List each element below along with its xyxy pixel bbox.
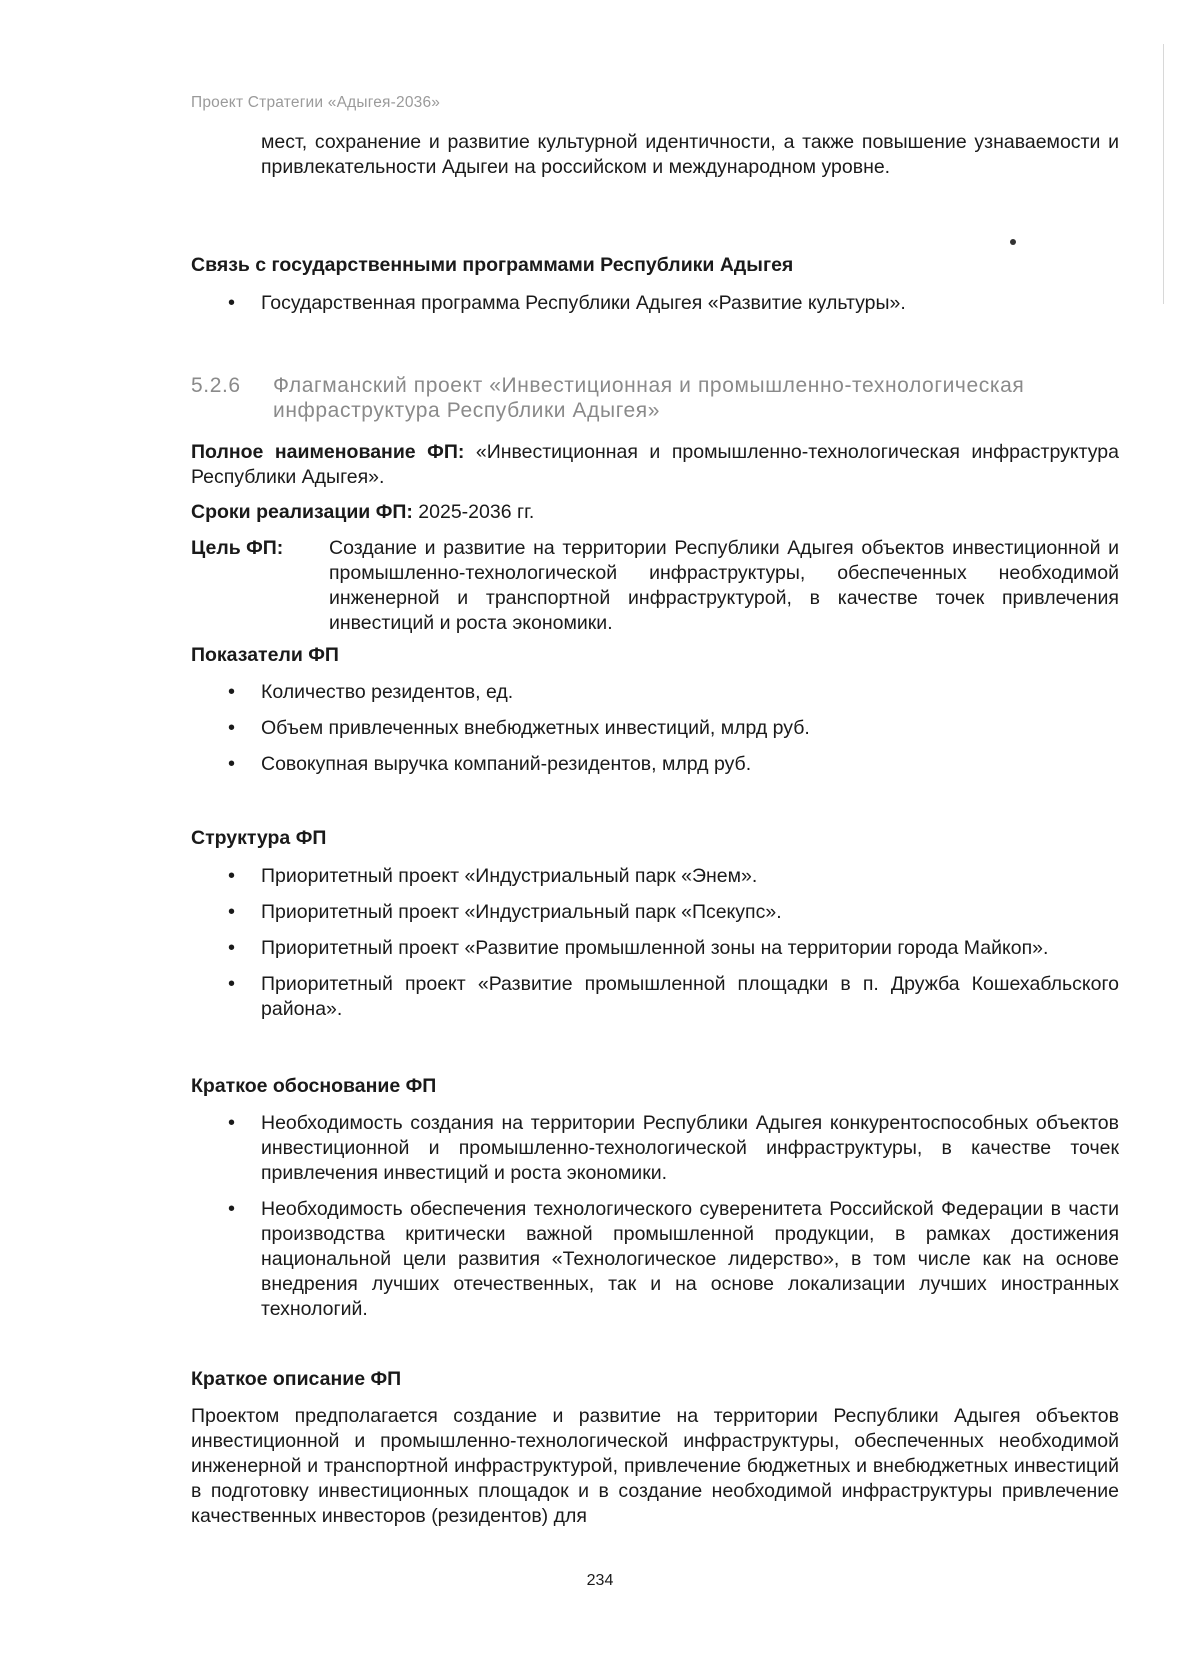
description-heading: Краткое описание ФП [191, 1368, 402, 1390]
list-item: • Приоритетный проект «Развитие промышленной площадки в п. Дружба Кошехабльского района». [228, 973, 1119, 1020]
timeline-value: 2025-2036 гг. [418, 501, 535, 523]
bullet-icon: • [228, 292, 236, 314]
list-item: • Совокупная выручка компаний-резидентов, млрд руб. [228, 753, 752, 775]
goal-text: Создание и развитие на территории Республики Адыгея объектов инвестиционной и промышленно-технологической инфраструктуры, обеспеченных необходимой инженерной и транспортной инфраструктурой, в качестве точек привлечения инвестиций и роста экономики. [329, 537, 1119, 634]
list-item: • Государственная программа Республики Адыгея «Развитие культуры». [228, 292, 906, 314]
list-item: • Необходимость обеспечения технологического суверенитета Российской Федерации в части производства критически важной промышленной продукции, в рамках достижения национальной цели развития «Технологическое лидерство», в том числе как на основе внедрения лучших отечественных, так и на основе локализации лучших иностранных технологий. [228, 1198, 1119, 1320]
timeline [191, 500, 1119, 525]
intro-paragraph: мест, сохранение и развитие культурной идентичности, а также повышение узнаваемости и привлекательности Адыгеи на российском и международном уровне. [261, 131, 1119, 178]
rationale-list [191, 1111, 1119, 1322]
full-name-label: Полное наименование ФП: [191, 441, 465, 463]
scan-margin-line [1163, 44, 1164, 304]
structure-list [191, 864, 1119, 1022]
description-paragraph: Проектом предполагается создание и развитие на территории Республики Адыгея объектов инвестиционной и промышленно-технологической инфраструктуры, обеспеченных необходимой инженерной и транспортной инфраструктурой, привлечение бюджетных и внебюджетных инвестиций в подготовку инвестиционных площадок и в создание необходимой инфраструктуры привлечение качественных инвесторов (резидентов) для [191, 1405, 1119, 1527]
bullet-icon: • [228, 1198, 236, 1220]
full-name-value: «Инвестиционная и промышленно-технологическая инфраструктура Республики Адыгея». [191, 441, 1119, 488]
rationale-heading: Краткое обоснование ФП [191, 1075, 437, 1097]
state-programs-heading: Связь с государственными программами Республики Адыгея [191, 254, 794, 276]
section-title-text: Флагманский проект «Инвестиционная и промышленно-технологическая инфраструктура Республики Адыгея» [273, 374, 1025, 422]
list-item: • Приоритетный проект «Индустриальный парк «Энем». [228, 865, 758, 887]
bullet-icon: • [228, 937, 236, 959]
running-header: Проект Стратегии «Адыгея-2036» [191, 94, 441, 111]
scan-artifact-dot [1010, 239, 1016, 245]
list-item: • Объем привлеченных внебюджетных инвестиций, млрд руб. [228, 717, 810, 739]
bullet-icon: • [228, 717, 236, 739]
list-item: • Необходимость создания на территории Республики Адыгея конкурентоспособных объектов инвестиционной и промышленно-технологической инфраструктуры, в качестве точек привлечения инвестиций и роста экономики. [228, 1112, 1119, 1184]
list-item: • Количество резидентов, ед. [228, 681, 514, 703]
bullet-icon: • [228, 973, 236, 995]
bullet-icon: • [228, 901, 236, 923]
full-name [191, 440, 1119, 490]
indicators-list [191, 680, 1119, 777]
bullet-icon: • [228, 681, 236, 703]
state-programs-list [191, 291, 1119, 316]
section-number: 5.2.6 [191, 374, 241, 397]
timeline-label: Сроки реализации ФП: [191, 501, 413, 523]
indicators-heading: Показатели ФП [191, 644, 339, 666]
bullet-icon: • [228, 865, 236, 887]
page-number: 234 [586, 1572, 614, 1589]
bullet-icon: • [228, 753, 236, 775]
bullet-icon: • [228, 1112, 236, 1134]
list-item: • Приоритетный проект «Индустриальный парк «Псекупс». [228, 901, 782, 923]
list-item: • Приоритетный проект «Развитие промышленной зоны на территории города Майкоп». [228, 937, 1049, 959]
structure-heading: Структура ФП [191, 827, 327, 849]
goal-label: Цель ФП: [191, 537, 284, 559]
